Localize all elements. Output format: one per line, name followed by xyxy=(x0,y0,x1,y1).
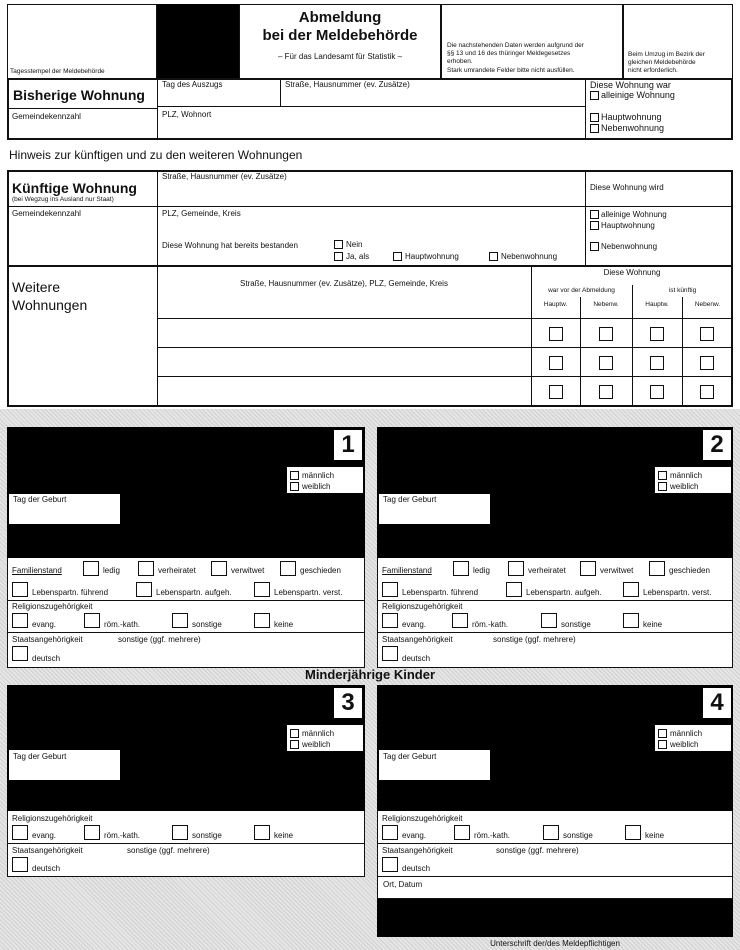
deutsch-checkbox[interactable] xyxy=(382,646,398,661)
wohnung-war-label: Diese Wohnung war xyxy=(590,80,671,90)
rel-checkbox[interactable] xyxy=(452,613,468,628)
rel-label: evang. xyxy=(402,620,427,629)
staat-sonstige-label: sonstige (ggf. mehrere) xyxy=(118,635,201,644)
kuenftig-label: ist künftig xyxy=(668,287,697,294)
moving-note: gleichen Meldebehörde xyxy=(628,59,696,66)
female-checkbox[interactable] xyxy=(658,482,667,491)
familienstand-label: Familienstand xyxy=(12,566,62,575)
weitere-title-2: Wohnungen xyxy=(12,297,88,313)
child-number: 3 xyxy=(334,688,362,718)
weitere-title: Weitere xyxy=(12,279,60,295)
female-label: weiblich xyxy=(302,740,331,749)
religion-label: Religionszugehörigkeit xyxy=(12,602,93,611)
fs-checkbox[interactable] xyxy=(211,561,227,576)
weitere-col-label: Straße, Hausnummer (ev. Zusätze), PLZ, Gemeinde, Kreis xyxy=(240,279,448,288)
male-label: männlich xyxy=(670,729,703,738)
rel-label: keine xyxy=(274,831,294,840)
gemeinde-label-2: Gemeindekennzahl xyxy=(12,209,81,218)
wird-haupt-checkbox[interactable] xyxy=(590,221,599,230)
staat-label: Staatsangehörigkeit xyxy=(12,846,83,855)
rel-checkbox[interactable] xyxy=(254,825,270,840)
signature-label: Unterschrift der/des Meldepflichtigen xyxy=(490,939,620,948)
rel-label: evang. xyxy=(32,831,57,840)
lp-checkbox[interactable] xyxy=(12,582,28,597)
deutsch-label: deutsch xyxy=(402,864,431,873)
fs-label: ledig xyxy=(103,566,120,575)
kw-neben-checkbox[interactable] xyxy=(489,252,498,261)
lp-label: Lebenspartn. führend xyxy=(32,588,109,597)
weitere-checkbox[interactable] xyxy=(599,356,613,370)
col-hauptw: Hauptw. xyxy=(543,301,568,308)
kuenftige-title: Künftige Wohnung xyxy=(12,180,137,196)
rel-checkbox[interactable] xyxy=(172,825,188,840)
nein-label: Nein xyxy=(346,240,363,249)
note-line: erhoben. xyxy=(447,58,473,65)
staat-label: Staatsangehörigkeit xyxy=(12,635,83,644)
wird-neben-label: Nebenwohnung xyxy=(601,242,658,251)
weitere-checkbox[interactable] xyxy=(700,356,714,370)
female-checkbox[interactable] xyxy=(658,740,667,749)
fs-checkbox[interactable] xyxy=(508,561,524,576)
lp-checkbox[interactable] xyxy=(623,582,639,597)
rel-checkbox[interactable] xyxy=(84,613,100,628)
weitere-checkbox[interactable] xyxy=(549,327,563,341)
deutsch-label: deutsch xyxy=(402,654,431,663)
note-line: Die nachstehenden Daten werden aufgrund der xyxy=(447,42,584,49)
bisherige-title: Bisherige Wohnung xyxy=(13,87,145,103)
rel-checkbox[interactable] xyxy=(541,613,557,628)
male-checkbox[interactable] xyxy=(658,729,667,738)
plz-gemeinde-label: PLZ, Gemeinde, Kreis xyxy=(162,209,241,218)
rel-checkbox[interactable] xyxy=(12,613,28,628)
staat-sonstige-label: sonstige (ggf. mehrere) xyxy=(496,846,579,855)
col-nebenw: Nebenw. xyxy=(593,301,619,308)
fs-checkbox[interactable] xyxy=(83,561,99,576)
weitere-checkbox[interactable] xyxy=(599,327,613,341)
deutsch-checkbox[interactable] xyxy=(382,857,398,872)
male-label: männlich xyxy=(302,729,335,738)
fs-label: ledig xyxy=(473,566,490,575)
ort-datum-field[interactable] xyxy=(377,877,733,899)
wird-neben-checkbox[interactable] xyxy=(590,242,599,251)
ja-checkbox[interactable] xyxy=(334,252,343,261)
hauptwohnung-checkbox[interactable] xyxy=(590,113,599,122)
form-title: Abmeldung xyxy=(298,9,382,26)
staat-sonstige-label: sonstige (ggf. mehrere) xyxy=(127,846,210,855)
rel-checkbox[interactable] xyxy=(172,613,188,628)
female-label: weiblich xyxy=(670,740,699,749)
deutsch-checkbox[interactable] xyxy=(12,646,28,661)
staat-label: Staatsangehörigkeit xyxy=(382,846,453,855)
female-label: weiblich xyxy=(302,482,331,491)
note-line: Stark umrandete Felder bitte nicht ausfüllen. xyxy=(447,67,575,74)
fs-checkbox[interactable] xyxy=(580,561,596,576)
fs-label: verwitwet xyxy=(231,566,265,575)
rel-label: keine xyxy=(643,620,663,629)
rel-checkbox[interactable] xyxy=(382,825,398,840)
weitere-checkbox[interactable] xyxy=(650,356,664,370)
col-nebenw: Nebenw. xyxy=(694,301,721,308)
rel-label: sonstige xyxy=(192,831,222,840)
weitere-checkbox[interactable] xyxy=(549,356,563,370)
fs-label: geschieden xyxy=(669,566,710,575)
plz-wohnort-label: PLZ, Wohnort xyxy=(162,110,212,119)
col-hauptw: Hauptw. xyxy=(645,301,669,308)
fs-checkbox[interactable] xyxy=(453,561,469,576)
lp-label: Lebenspartn. verst. xyxy=(643,588,712,597)
male-checkbox[interactable] xyxy=(658,471,667,480)
weitere-checkbox[interactable] xyxy=(549,385,563,399)
fs-checkbox[interactable] xyxy=(649,561,665,576)
person-number: 2 xyxy=(703,430,731,460)
male-label: männlich xyxy=(302,471,335,480)
note-line: §§ 13 und 16 des thüringer Meldegesetzes xyxy=(447,50,571,57)
rel-checkbox[interactable] xyxy=(543,825,559,840)
tag-auszug-label: Tag des Auszugs xyxy=(162,80,223,89)
gemeinde-label: Gemeindekennzahl xyxy=(12,112,81,121)
wird-alleinige-label: alleinige Wohnung xyxy=(601,210,667,219)
female-checkbox[interactable] xyxy=(290,482,299,491)
lp-label: Lebenspartn. verst. xyxy=(274,588,343,597)
nebenwohnung-checkbox[interactable] xyxy=(590,124,599,133)
rel-label: evang. xyxy=(402,831,427,840)
wird-haupt-label: Hauptwohnung xyxy=(601,221,655,230)
kinder-heading: Minderjährige Kinder xyxy=(304,667,436,682)
alleinige-checkbox[interactable] xyxy=(590,91,599,100)
strasse-label-2: Straße, Hausnummer (ev. Zusätze) xyxy=(162,172,287,181)
rel-label: keine xyxy=(645,831,665,840)
rel-label: keine xyxy=(274,620,294,629)
fs-checkbox[interactable] xyxy=(280,561,296,576)
nebenwohnung-label: Nebenwohnung xyxy=(601,123,665,133)
lp-label: Lebenspartn. aufgeh. xyxy=(526,588,602,597)
wird-alleinige-checkbox[interactable] xyxy=(590,210,599,219)
ort-datum-label: Ort, Datum xyxy=(383,880,423,889)
rel-label: evang. xyxy=(32,620,57,629)
stamp-label: Tagesstempel der Meldebehörde xyxy=(10,68,105,75)
female-checkbox[interactable] xyxy=(290,740,299,749)
deutsch-label: deutsch xyxy=(32,864,61,873)
vor-abmeldung-label: war vor der Abmeldung xyxy=(548,287,615,294)
deutsch-label: deutsch xyxy=(32,654,61,663)
form-subtitle: – Für das Landesamt für Statistik – xyxy=(277,52,403,61)
male-checkbox[interactable] xyxy=(290,729,299,738)
lp-label: Lebenspartn. führend xyxy=(402,588,479,597)
fs-label: geschieden xyxy=(300,566,341,575)
hinweis-heading: Hinweis zur künftigen und zu den weiteren Wohnungen xyxy=(9,148,303,162)
staat-label: Staatsangehörigkeit xyxy=(382,635,453,644)
rel-label: sonstige xyxy=(561,620,591,629)
rel-checkbox[interactable] xyxy=(12,825,28,840)
fs-label: verheiratet xyxy=(158,566,196,575)
staat-sonstige-label: sonstige (ggf. mehrere) xyxy=(493,635,576,644)
male-label: männlich xyxy=(670,471,703,480)
rel-checkbox[interactable] xyxy=(625,825,641,840)
male-checkbox[interactable] xyxy=(290,471,299,480)
nein-checkbox[interactable] xyxy=(334,240,343,249)
fs-label: verwitwet xyxy=(600,566,634,575)
kuenftige-subtitle: (bei Wegzug ins Ausland nur Staat) xyxy=(12,196,114,203)
rel-checkbox[interactable] xyxy=(382,613,398,628)
diese-wohnung-label: Diese Wohnung xyxy=(603,268,661,277)
kw-haupt-checkbox[interactable] xyxy=(393,252,402,261)
rel-label: röm.-kath. xyxy=(472,620,509,629)
moving-note: Beim Umzug im Bezirk der xyxy=(628,51,705,58)
weitere-checkbox[interactable] xyxy=(650,327,664,341)
person-number: 1 xyxy=(334,430,362,460)
weitere-checkbox[interactable] xyxy=(700,327,714,341)
black-header-block xyxy=(157,4,239,80)
familienstand-label: Familienstand xyxy=(382,566,432,575)
religion-label: Religionszugehörigkeit xyxy=(382,602,463,611)
rel-label: sonstige xyxy=(192,620,222,629)
signature-field[interactable] xyxy=(377,899,733,937)
alleinige-label: alleinige Wohnung xyxy=(601,90,675,100)
hauptwohnung-label: Hauptwohnung xyxy=(601,112,662,122)
religion-label: Religionszugehörigkeit xyxy=(382,814,463,823)
rel-checkbox[interactable] xyxy=(84,825,100,840)
wohnung-wird-label: Diese Wohnung wird xyxy=(590,183,664,192)
rel-checkbox[interactable] xyxy=(254,613,270,628)
weitere-checkbox[interactable] xyxy=(650,385,664,399)
moving-note: nicht erforderlich. xyxy=(628,67,678,74)
lp-checkbox[interactable] xyxy=(136,582,152,597)
fs-checkbox[interactable] xyxy=(138,561,154,576)
rel-label: röm.-kath. xyxy=(104,831,141,840)
lp-checkbox[interactable] xyxy=(254,582,270,597)
birthdate-label: Tag der Geburt xyxy=(13,495,67,504)
lp-label: Lebenspartn. aufgeh. xyxy=(156,588,232,597)
kw-haupt-label: Hauptwohnung xyxy=(405,252,459,261)
religion-label: Religionszugehörigkeit xyxy=(12,814,93,823)
child-number: 4 xyxy=(703,688,731,718)
ja-label: Ja, als xyxy=(346,252,370,261)
form-title-2: bei der Meldebehörde xyxy=(262,27,418,44)
rel-label: röm.-kath. xyxy=(474,831,511,840)
rel-label: röm.-kath. xyxy=(104,620,141,629)
fs-label: verheiratet xyxy=(528,566,566,575)
weitere-checkbox[interactable] xyxy=(599,385,613,399)
rel-checkbox[interactable] xyxy=(454,825,470,840)
lp-checkbox[interactable] xyxy=(382,582,398,597)
female-label: weiblich xyxy=(670,482,699,491)
kw-neben-label: Nebenwohnung xyxy=(501,252,558,261)
weitere-checkbox[interactable] xyxy=(700,385,714,399)
rel-label: sonstige xyxy=(563,831,593,840)
rel-checkbox[interactable] xyxy=(623,613,639,628)
strasse-label: Straße, Hausnummer (ev. Zusätze) xyxy=(285,80,410,89)
bestanden-label: Diese Wohnung hat bereits bestanden xyxy=(162,241,298,250)
birthdate-label: Tag der Geburt xyxy=(383,752,437,761)
birthdate-label: Tag der Geburt xyxy=(13,752,67,761)
birthdate-label: Tag der Geburt xyxy=(383,495,437,504)
deutsch-checkbox[interactable] xyxy=(12,857,28,872)
lp-checkbox[interactable] xyxy=(506,582,522,597)
